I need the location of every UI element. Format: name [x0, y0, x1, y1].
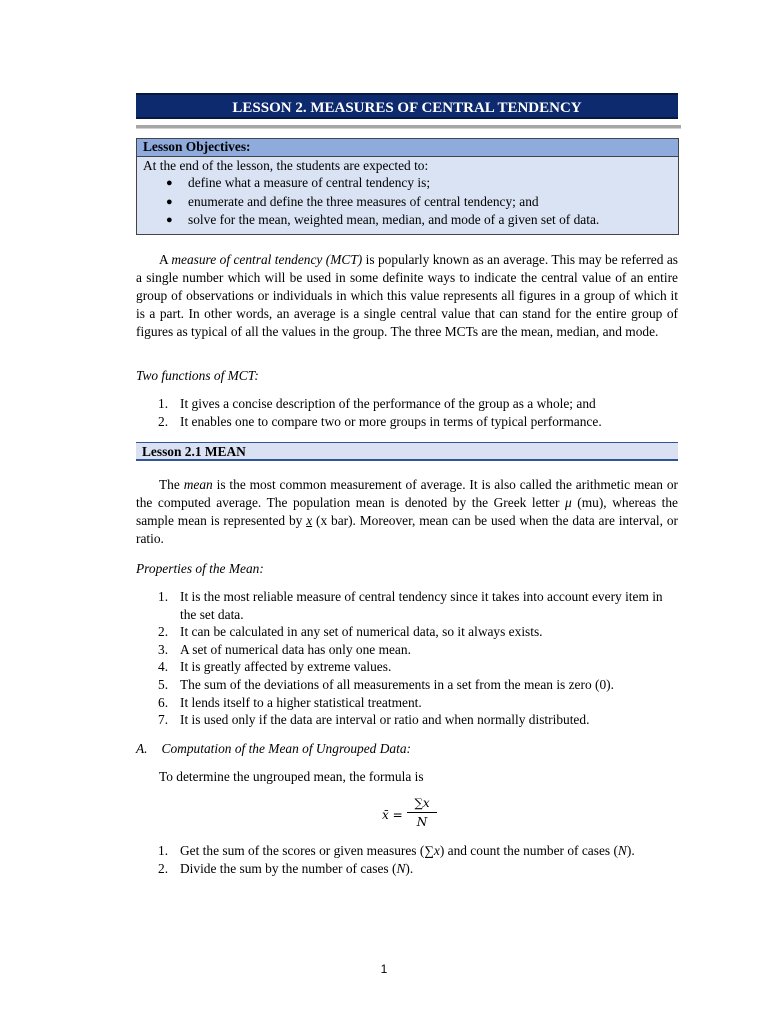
list-item: 7. It is used only if the data are interval or ratio and when normally distributed.: [158, 712, 590, 728]
subsection-a-heading: A. Computation of the Mean of Ungrouped Data:: [136, 741, 411, 756]
bullet-icon: ●: [166, 195, 173, 208]
list-item: 1. It is the most reliable measure of central tendency since it takes into account every item in the set data.: [158, 589, 663, 622]
objectives-intro: At the end of the lesson, the students are expected to:: [143, 158, 429, 173]
list-item: 5. The sum of the deviations of all measurements in a set from the mean is zero (0).: [158, 676, 614, 692]
intro-paragraph: A measure of central tendency (MCT) is popularly known as an average. This may be referred as a single number which will be used in some definite ways to indicate the central value of an entire group of observations or individuals in which this value represents all figures in a group of which it is a part. In other words, an average is a single central value that can stand for the entire group of figures as typical of all the values in the group. The three MCTs are the mean, median, and mode.: [136, 252, 678, 339]
mean-paragraph: The mean is the most common measurement of average. It is also called the arithmetic mean or the computed average. The population mean is denoted by the Greek letter μ (mu), whereas the sample mean is represented by x (x bar). Moreover, mean can be used when the data are interval, or ratio.: [136, 477, 678, 546]
title-divider: [136, 125, 681, 128]
list-item: 2. It can be calculated in any set of numerical data, so it always exists.: [158, 624, 543, 640]
properties-list: [136, 588, 678, 729]
section-heading-mean: Lesson 2.1 MEAN: [136, 442, 678, 461]
bullet-icon: ●: [166, 214, 173, 226]
objectives-heading: Lesson Objectives:: [137, 139, 678, 157]
bullet-icon: ●: [166, 177, 173, 189]
list-item: 1. It gives a concise description of the performance of the group as a whole; and: [158, 396, 596, 411]
functions-heading: Two functions of MCT:: [136, 368, 259, 383]
objectives-box: [136, 138, 679, 235]
list-item: 4. It is greatly affected by extreme values.: [158, 659, 392, 675]
formula-intro: To determine the ungrouped mean, the formula is: [159, 769, 424, 784]
steps-list: [136, 842, 678, 877]
list-item: 2. Divide the sum by the number of cases (N).: [158, 860, 414, 876]
term-mct: measure of central tendency (MCT): [171, 252, 363, 267]
list-item: 3. A set of numerical data has only one mean.: [158, 641, 411, 657]
list-item: ● solve for the mean, weighted mean, median, and mode of a given set of data.: [137, 211, 678, 230]
formula-fraction: ∑x N: [407, 795, 437, 830]
properties-heading: Properties of the Mean:: [136, 561, 264, 576]
page-number: 1: [380, 962, 388, 976]
list-item: 2. It enables one to compare two or more groups in terms of typical performance.: [158, 413, 602, 429]
functions-list: [136, 395, 678, 430]
list-item: 6. It lends itself to a higher statistical treatment.: [158, 694, 422, 710]
objectives-list: [137, 174, 678, 230]
list-item: 1. Get the sum of the scores or given measures (∑x) and count the number of cases (N).: [158, 843, 635, 858]
list-item: ● enumerate and define the three measures of central tendency; and: [137, 193, 678, 212]
mean-formula: x̄ = ∑x N: [382, 795, 442, 835]
list-item: ● define what a measure of central tendency is;: [137, 174, 678, 193]
lesson-title: LESSON 2. MEASURES OF CENTRAL TENDENCY: [136, 93, 678, 119]
